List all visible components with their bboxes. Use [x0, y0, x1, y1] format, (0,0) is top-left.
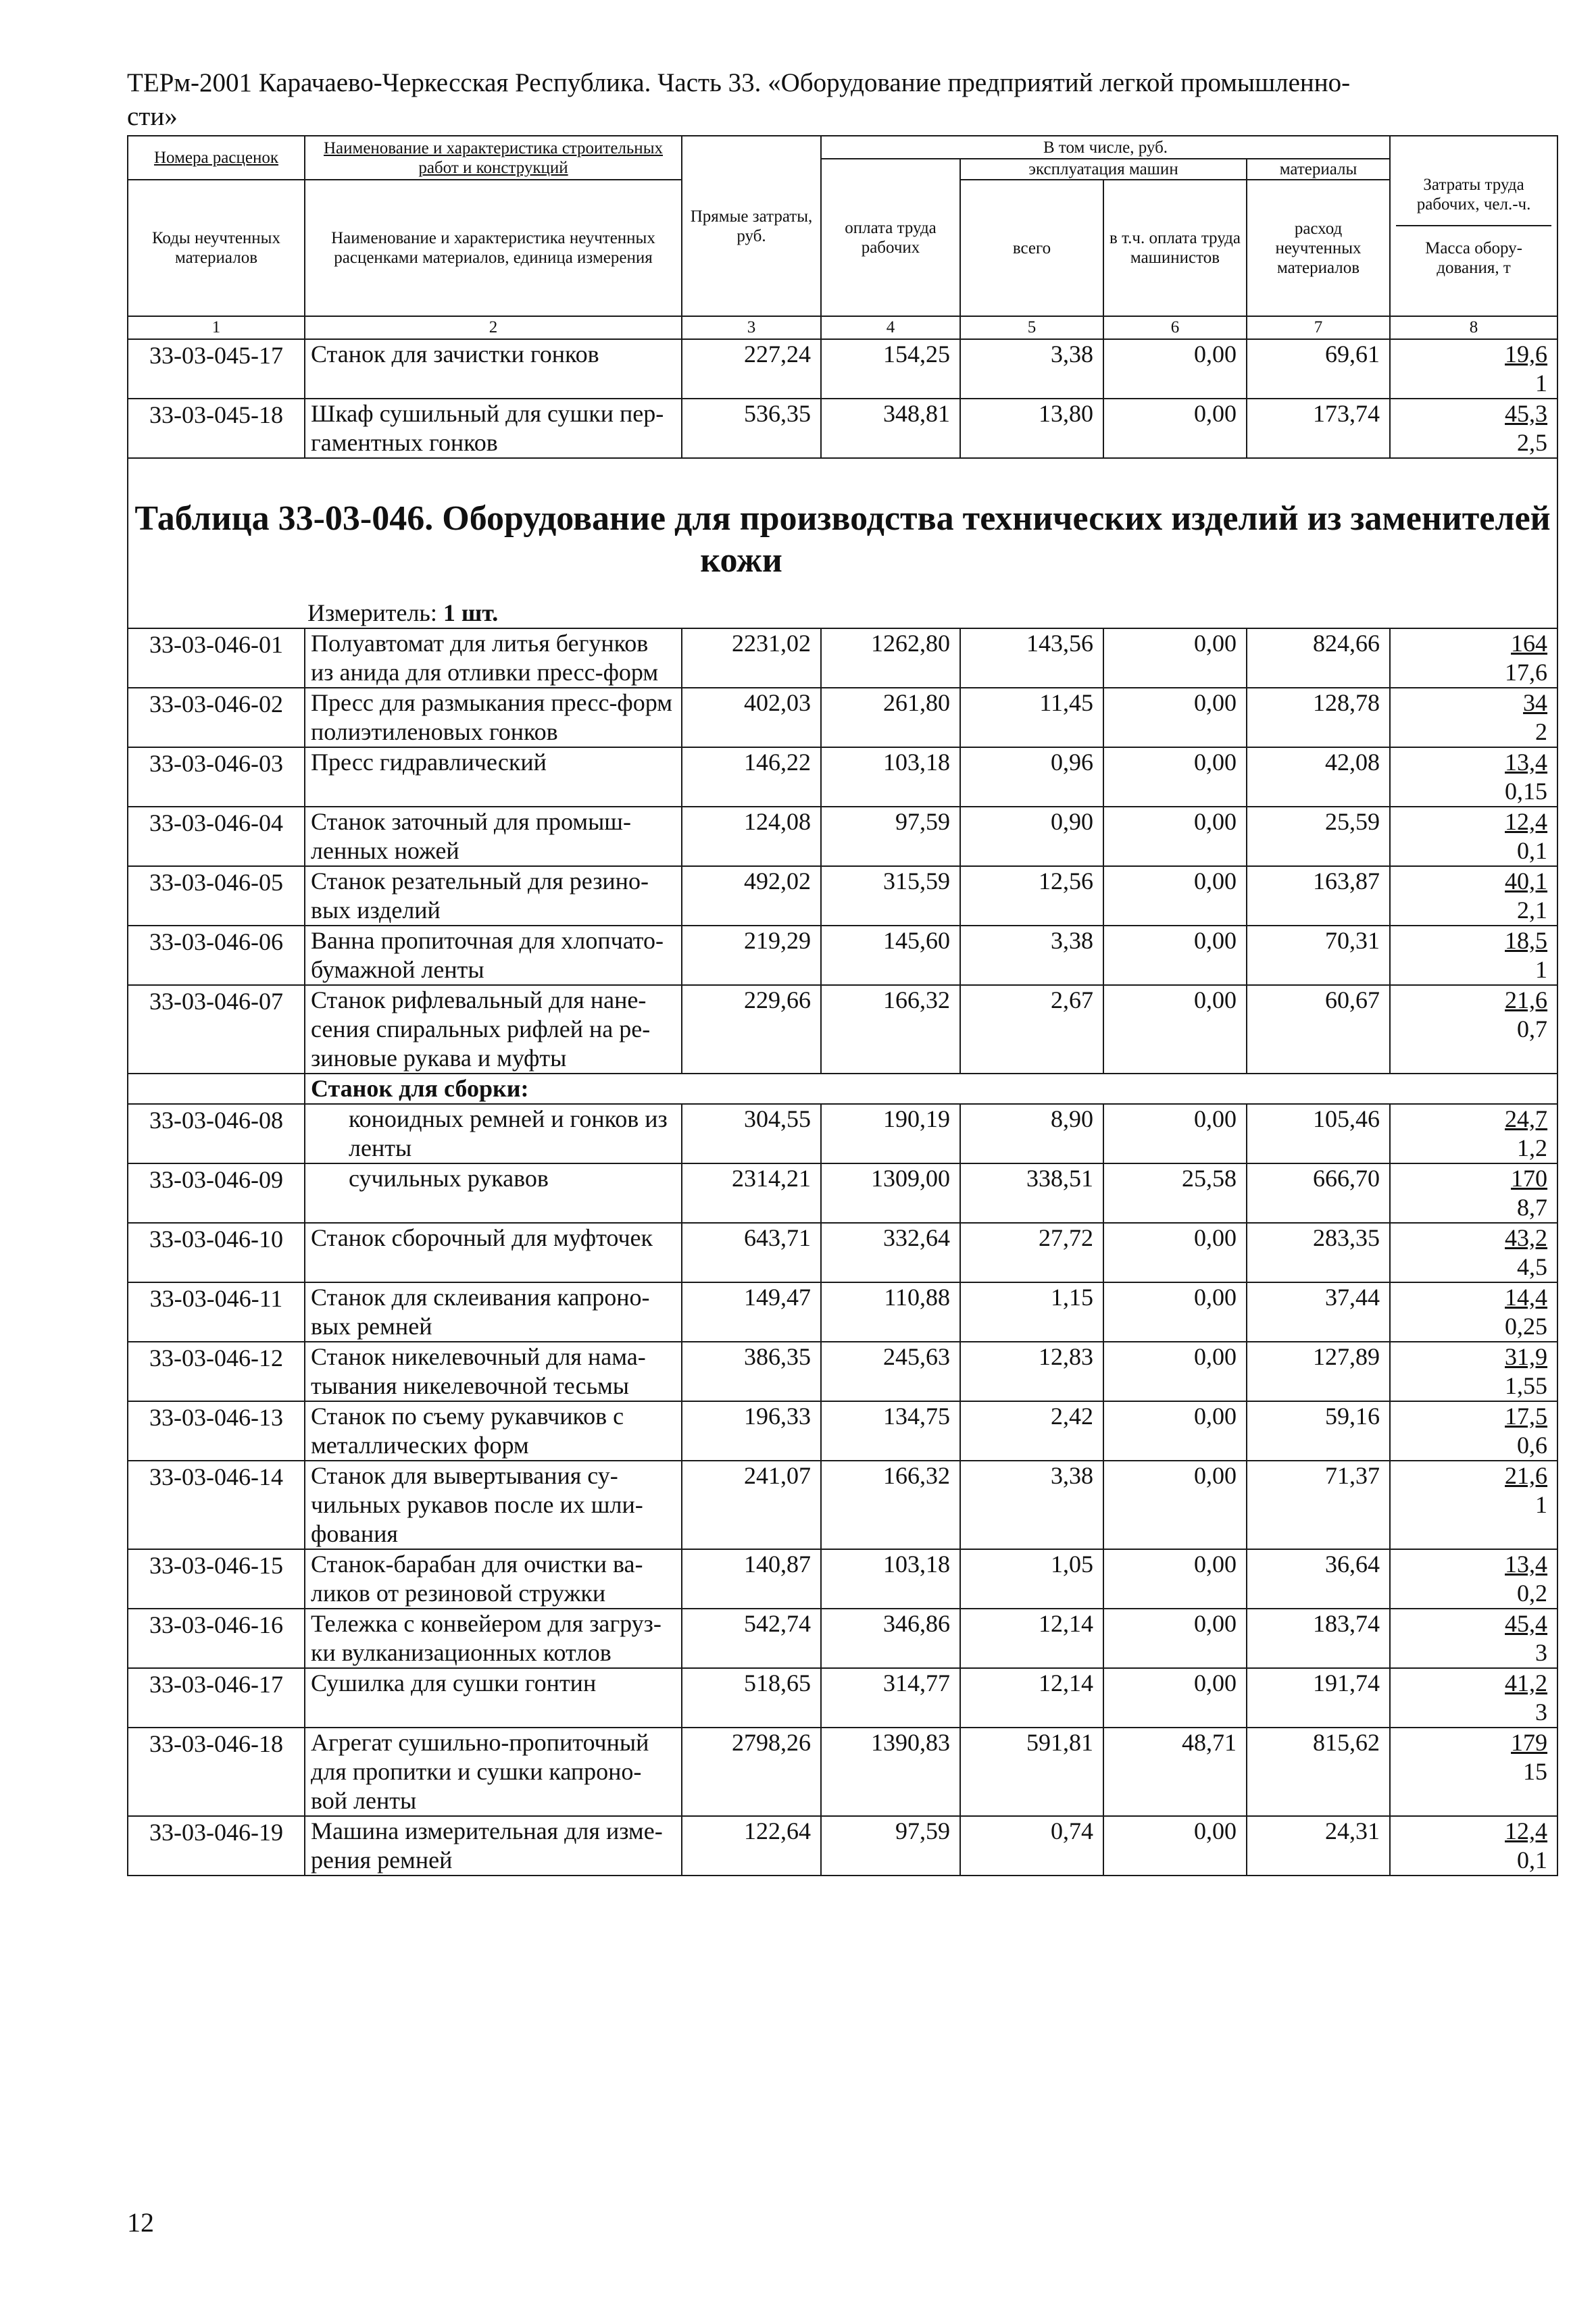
rate-code: 33-03-046-09	[128, 1163, 305, 1223]
wages: 1309,00	[821, 1163, 960, 1223]
direct-costs: 386,35	[682, 1342, 821, 1401]
equipment-mass: 15	[1523, 1758, 1548, 1785]
table-row	[128, 1816, 1557, 1876]
direct-costs: 122,64	[682, 1816, 821, 1876]
work-name: Пресс гидравлический	[305, 747, 682, 807]
work-name: Агрегат сушильно-пропиточный для пропитки и сушки капроно-вой ленты	[305, 1728, 682, 1816]
machine-costs: 12,56	[960, 866, 1103, 926]
operator-wages: 0,00	[1103, 1461, 1247, 1549]
labor-hours: 19,6	[1505, 341, 1548, 368]
materials: 824,66	[1247, 628, 1390, 688]
operator-wages: 0,00	[1103, 339, 1247, 399]
work-name: Машина измерительная для изме-рения ремней	[305, 1816, 682, 1876]
operator-wages: 48,71	[1103, 1728, 1247, 1816]
wages: 1390,83	[821, 1728, 960, 1816]
rate-code: 33-03-045-17	[128, 339, 305, 399]
materials: 128,78	[1247, 688, 1390, 747]
labor-mass	[1390, 1223, 1557, 1282]
direct-costs: 492,02	[682, 866, 821, 926]
labor-hours: 41,2	[1505, 1669, 1548, 1696]
labor-hours: 21,6	[1505, 986, 1548, 1013]
materials: 42,08	[1247, 747, 1390, 807]
work-name: Станок никелевочный для нама-тывания никелевочной тесьмы	[305, 1342, 682, 1401]
labor-hours: 179	[1511, 1729, 1548, 1756]
rate-code: 33-03-046-10	[128, 1223, 305, 1282]
machine-costs: 3,38	[960, 926, 1103, 985]
materials: 191,74	[1247, 1668, 1390, 1728]
direct-costs: 146,22	[682, 747, 821, 807]
operator-wages: 0,00	[1103, 807, 1247, 866]
machine-costs: 3,38	[960, 1461, 1103, 1549]
machine-costs: 8,90	[960, 1104, 1103, 1163]
labor-mass	[1390, 1461, 1557, 1549]
labor-hours: 31,9	[1505, 1343, 1548, 1370]
labor-mass	[1390, 985, 1557, 1074]
table-row	[128, 399, 1557, 458]
rate-code: 33-03-046-08	[128, 1104, 305, 1163]
equipment-mass: 0,7	[1517, 1015, 1548, 1042]
equipment-mass: 2,5	[1517, 429, 1548, 456]
rows-assembly-machines	[128, 1104, 1557, 1876]
header-line-1: ТЕРм-2001 Карачаево-Черкесская Республика. Часть 33. «Оборудование предприятий легкой промышленно-	[127, 68, 1351, 97]
labor-mass	[1390, 1163, 1557, 1223]
work-name: Станок резательный для резино-вых изделий	[305, 866, 682, 926]
labor-hours: 17,5	[1505, 1403, 1548, 1430]
materials: 25,59	[1247, 807, 1390, 866]
labor-hours: 34	[1523, 689, 1548, 716]
machine-costs: 143,56	[960, 628, 1103, 688]
page-header	[127, 66, 1492, 134]
work-name: Станок заточный для промыш-ленных ножей	[305, 807, 682, 866]
labor-mass	[1390, 339, 1557, 399]
equipment-mass: 1,55	[1505, 1372, 1548, 1399]
labor-mass	[1390, 1342, 1557, 1401]
labor-hours: 14,4	[1505, 1284, 1548, 1311]
labor-mass	[1390, 747, 1557, 807]
rate-code: 33-03-046-16	[128, 1609, 305, 1668]
wages: 103,18	[821, 747, 960, 807]
header-line-2: сти»	[127, 102, 178, 131]
labor-hours: 43,2	[1505, 1224, 1548, 1251]
table-row	[128, 1223, 1557, 1282]
col-direct-costs-header: Прямые затраты, руб.	[682, 136, 821, 316]
col-material-use-header: расход неучтенных материалов	[1247, 180, 1390, 316]
col-material-codes-header: Коды неучтенных материалов	[128, 180, 305, 316]
labor-hours: 24,7	[1505, 1105, 1548, 1132]
machine-costs: 12,14	[960, 1609, 1103, 1668]
operator-wages: 0,00	[1103, 985, 1247, 1074]
rate-code: 33-03-046-03	[128, 747, 305, 807]
machine-costs: 12,14	[960, 1668, 1103, 1728]
wages: 261,80	[821, 688, 960, 747]
table-row	[128, 688, 1557, 747]
labor-mass	[1390, 399, 1557, 458]
table-title-row	[128, 458, 1557, 628]
equipment-mass: 2	[1535, 718, 1548, 745]
operator-wages: 0,00	[1103, 926, 1247, 985]
wages: 97,59	[821, 1816, 960, 1876]
direct-costs: 542,74	[682, 1609, 821, 1668]
equipment-mass: 1	[1535, 370, 1548, 397]
materials: 163,87	[1247, 866, 1390, 926]
equipment-mass: 0,6	[1517, 1432, 1548, 1459]
labor-hours: 18,5	[1505, 927, 1548, 954]
machine-costs: 12,83	[960, 1342, 1103, 1401]
table-row	[128, 1282, 1557, 1342]
operator-wages: 25,58	[1103, 1163, 1247, 1223]
equipment-mass: 0,1	[1517, 1846, 1548, 1873]
rate-code: 33-03-046-15	[128, 1549, 305, 1609]
labor-hours: 164	[1511, 630, 1548, 657]
rate-code: 33-03-046-01	[128, 628, 305, 688]
col-material-name-header: Наименование и характеристика неучтенных расценками материалов, единица измерения	[305, 180, 682, 316]
table-row	[128, 985, 1557, 1074]
rate-code: 33-03-046-07	[128, 985, 305, 1074]
labor-hours: 12,4	[1505, 808, 1548, 835]
labor-mass	[1390, 1549, 1557, 1609]
labor-hours: 21,6	[1505, 1462, 1548, 1489]
work-name: Станок для вывертывания су-чильных рукавов после их шли-фования	[305, 1461, 682, 1549]
table-row	[128, 926, 1557, 985]
table-row	[128, 1342, 1557, 1401]
col-including-header: В том числе, руб.	[821, 136, 1390, 159]
wages: 134,75	[821, 1401, 960, 1461]
table-row	[128, 1549, 1557, 1609]
work-name: Станок по съему рукавчиков с металлических форм	[305, 1401, 682, 1461]
machine-costs: 1,05	[960, 1549, 1103, 1609]
machine-costs: 1,15	[960, 1282, 1103, 1342]
labor-mass	[1390, 1104, 1557, 1163]
wages: 110,88	[821, 1282, 960, 1342]
equipment-mass: 8,7	[1517, 1194, 1548, 1221]
wages: 166,32	[821, 1461, 960, 1549]
materials: 815,62	[1247, 1728, 1390, 1816]
direct-costs: 229,66	[682, 985, 821, 1074]
work-name: Сушилка для сушки гонтин	[305, 1668, 682, 1728]
col-materials-header: материалы	[1247, 159, 1390, 180]
col-rate-number-header: Номера расценок	[128, 136, 305, 180]
table-row	[128, 1163, 1557, 1223]
direct-costs: 536,35	[682, 399, 821, 458]
direct-costs: 643,71	[682, 1223, 821, 1282]
machine-costs: 591,81	[960, 1728, 1103, 1816]
subheading: Станок для сборки:	[311, 1075, 529, 1102]
wages: 97,59	[821, 807, 960, 866]
labor-mass	[1390, 926, 1557, 985]
table-row	[128, 747, 1557, 807]
rate-code: 33-03-046-19	[128, 1816, 305, 1876]
work-name: Станок для зачистки гонков	[305, 339, 682, 399]
table-row	[128, 1668, 1557, 1728]
labor-mass	[1390, 1816, 1557, 1876]
materials: 36,64	[1247, 1549, 1390, 1609]
rates-table	[127, 135, 1558, 1876]
operator-wages: 0,00	[1103, 1223, 1247, 1282]
work-name: Ванна пропиточная для хлопчато-бумажной ленты	[305, 926, 682, 985]
labor-mass	[1390, 1728, 1557, 1816]
labor-mass	[1390, 1282, 1557, 1342]
wages: 348,81	[821, 399, 960, 458]
work-name: Станок для склеивания капроно-вых ремней	[305, 1282, 682, 1342]
equipment-mass: 2,1	[1517, 897, 1548, 924]
operator-wages: 0,00	[1103, 1668, 1247, 1728]
wages: 332,64	[821, 1223, 960, 1282]
labor-hours: 40,1	[1505, 867, 1548, 895]
operator-wages: 0,00	[1103, 1342, 1247, 1401]
operator-wages: 0,00	[1103, 1401, 1247, 1461]
equipment-mass: 1	[1535, 1491, 1548, 1518]
equipment-mass: 0,2	[1517, 1580, 1548, 1607]
page-number: 12	[127, 2207, 154, 2238]
materials: 60,67	[1247, 985, 1390, 1074]
direct-costs: 2231,02	[682, 628, 821, 688]
materials: 59,16	[1247, 1401, 1390, 1461]
operator-wages: 0,00	[1103, 1816, 1247, 1876]
machine-costs: 11,45	[960, 688, 1103, 747]
col-wages-header: оплата труда рабочих	[821, 159, 960, 316]
operator-wages: 0,00	[1103, 688, 1247, 747]
table-row	[128, 1401, 1557, 1461]
wages: 166,32	[821, 985, 960, 1074]
col-labor-header: Затраты труда рабочих, чел.-ч. Масса обору-дования, т	[1390, 136, 1557, 316]
work-name: Шкаф сушильный для сушки пер-гаментных гонков	[305, 399, 682, 458]
labor-mass	[1390, 807, 1557, 866]
work-name: коноидных ремней и гонков из ленты	[305, 1104, 682, 1163]
direct-costs: 196,33	[682, 1401, 821, 1461]
materials: 127,89	[1247, 1342, 1390, 1401]
labor-hours: 45,3	[1505, 400, 1548, 427]
labor-hours: 170	[1511, 1165, 1548, 1192]
work-name: Станок сборочный для муфточек	[305, 1223, 682, 1282]
table-row	[128, 1728, 1557, 1816]
wages: 1262,80	[821, 628, 960, 688]
work-name: Тележка с конвейером для загруз-ки вулканизационных котлов	[305, 1609, 682, 1668]
equipment-mass: 0,25	[1505, 1313, 1548, 1340]
materials: 666,70	[1247, 1163, 1390, 1223]
direct-costs: 140,87	[682, 1549, 821, 1609]
equipment-mass: 0,1	[1517, 837, 1548, 864]
rate-code: 33-03-046-02	[128, 688, 305, 747]
rate-code: 33-03-046-17	[128, 1668, 305, 1728]
rows-table-33-03-045	[128, 339, 1557, 458]
equipment-mass: 1,2	[1517, 1134, 1548, 1161]
labor-mass	[1390, 1668, 1557, 1728]
table-row	[128, 866, 1557, 926]
wages: 190,19	[821, 1104, 960, 1163]
labor-mass	[1390, 628, 1557, 688]
equipment-mass: 17,6	[1505, 659, 1548, 686]
work-name: сучильных рукавов	[305, 1163, 682, 1223]
materials: 283,35	[1247, 1223, 1390, 1282]
operator-wages: 0,00	[1103, 628, 1247, 688]
labor-mass	[1390, 688, 1557, 747]
direct-costs: 219,29	[682, 926, 821, 985]
machine-costs: 27,72	[960, 1223, 1103, 1282]
materials: 71,37	[1247, 1461, 1390, 1549]
direct-costs: 518,65	[682, 1668, 821, 1728]
work-name: Пресс для размыкания пресс-форм полиэтиленовых гонков	[305, 688, 682, 747]
col-work-name-header: Наименование и характеристика строительных работ и конструкций	[305, 136, 682, 180]
labor-mass	[1390, 1401, 1557, 1461]
machine-costs: 0,96	[960, 747, 1103, 807]
labor-hours: 45,4	[1505, 1610, 1548, 1637]
direct-costs: 2798,26	[682, 1728, 821, 1816]
rate-code: 33-03-046-18	[128, 1728, 305, 1816]
wages: 315,59	[821, 866, 960, 926]
table-title: Таблица 33-03-046. Оборудование для производства технических изделий из заменителей кожи	[134, 499, 1551, 580]
operator-wages: 0,00	[1103, 1609, 1247, 1668]
operator-wages: 0,00	[1103, 1104, 1247, 1163]
rate-code: 33-03-046-05	[128, 866, 305, 926]
rate-code: 33-03-046-04	[128, 807, 305, 866]
subheading-row	[128, 1074, 1557, 1104]
operator-wages: 0,00	[1103, 1549, 1247, 1609]
machine-costs: 3,38	[960, 339, 1103, 399]
wages: 154,25	[821, 339, 960, 399]
direct-costs: 241,07	[682, 1461, 821, 1549]
labor-mass	[1390, 866, 1557, 926]
labor-hours: 13,4	[1505, 1551, 1548, 1578]
direct-costs: 402,03	[682, 688, 821, 747]
equipment-mass: 1	[1535, 956, 1548, 983]
rate-code: 33-03-045-18	[128, 399, 305, 458]
direct-costs: 149,47	[682, 1282, 821, 1342]
machine-costs: 13,80	[960, 399, 1103, 458]
rate-code: 33-03-046-12	[128, 1342, 305, 1401]
work-name: Станок-барабан для очистки ва-ликов от резиновой стружки	[305, 1549, 682, 1609]
labor-mass	[1390, 1609, 1557, 1668]
operator-wages: 0,00	[1103, 399, 1247, 458]
machine-costs: 0,90	[960, 807, 1103, 866]
direct-costs: 304,55	[682, 1104, 821, 1163]
labor-hours: 13,4	[1505, 749, 1548, 776]
rate-code: 33-03-046-14	[128, 1461, 305, 1549]
materials: 70,31	[1247, 926, 1390, 985]
machine-costs: 0,74	[960, 1816, 1103, 1876]
rate-code: 33-03-046-11	[128, 1282, 305, 1342]
materials: 24,31	[1247, 1816, 1390, 1876]
table-row	[128, 807, 1557, 866]
table-row	[128, 1461, 1557, 1549]
col-machines-header: эксплуатация машин	[960, 159, 1247, 180]
materials: 105,46	[1247, 1104, 1390, 1163]
rate-code: 33-03-046-06	[128, 926, 305, 985]
table-row	[128, 339, 1557, 399]
operator-wages: 0,00	[1103, 866, 1247, 926]
equipment-mass: 3	[1535, 1639, 1548, 1666]
work-name: Полуавтомат для литья бегунков из анида для отливки пресс-форм	[305, 628, 682, 688]
machine-costs: 338,51	[960, 1163, 1103, 1223]
operator-wages: 0,00	[1103, 1282, 1247, 1342]
labor-hours: 12,4	[1505, 1817, 1548, 1844]
materials: 37,44	[1247, 1282, 1390, 1342]
wages: 145,60	[821, 926, 960, 985]
table-row	[128, 628, 1557, 688]
work-name: Станок рифлевальный для нане-сения спиральных рифлей на ре-зиновые рукава и муфты	[305, 985, 682, 1074]
wages: 314,77	[821, 1668, 960, 1728]
wages: 245,63	[821, 1342, 960, 1401]
col-machines-total-header: всего	[960, 180, 1103, 316]
materials: 183,74	[1247, 1609, 1390, 1668]
direct-costs: 227,24	[682, 339, 821, 399]
machine-costs: 2,67	[960, 985, 1103, 1074]
direct-costs: 124,08	[682, 807, 821, 866]
wages: 346,86	[821, 1609, 960, 1668]
col-operators-header: в т.ч. оплата труда машинистов	[1103, 180, 1247, 316]
materials: 69,61	[1247, 339, 1390, 399]
operator-wages: 0,00	[1103, 747, 1247, 807]
measure-unit: Измеритель: 1 шт.	[307, 599, 499, 626]
rate-code: 33-03-046-13	[128, 1401, 305, 1461]
table-row	[128, 1609, 1557, 1668]
wages: 103,18	[821, 1549, 960, 1609]
materials: 173,74	[1247, 399, 1390, 458]
equipment-mass: 3	[1535, 1699, 1548, 1726]
direct-costs: 2314,21	[682, 1163, 821, 1223]
machine-costs: 2,42	[960, 1401, 1103, 1461]
column-number-row: 1 2 3 4 5 6 7 8	[128, 316, 1557, 339]
equipment-mass: 4,5	[1517, 1253, 1548, 1280]
rows-table-33-03-046	[128, 628, 1557, 1074]
equipment-mass: 0,15	[1505, 778, 1548, 805]
table-row	[128, 1104, 1557, 1163]
